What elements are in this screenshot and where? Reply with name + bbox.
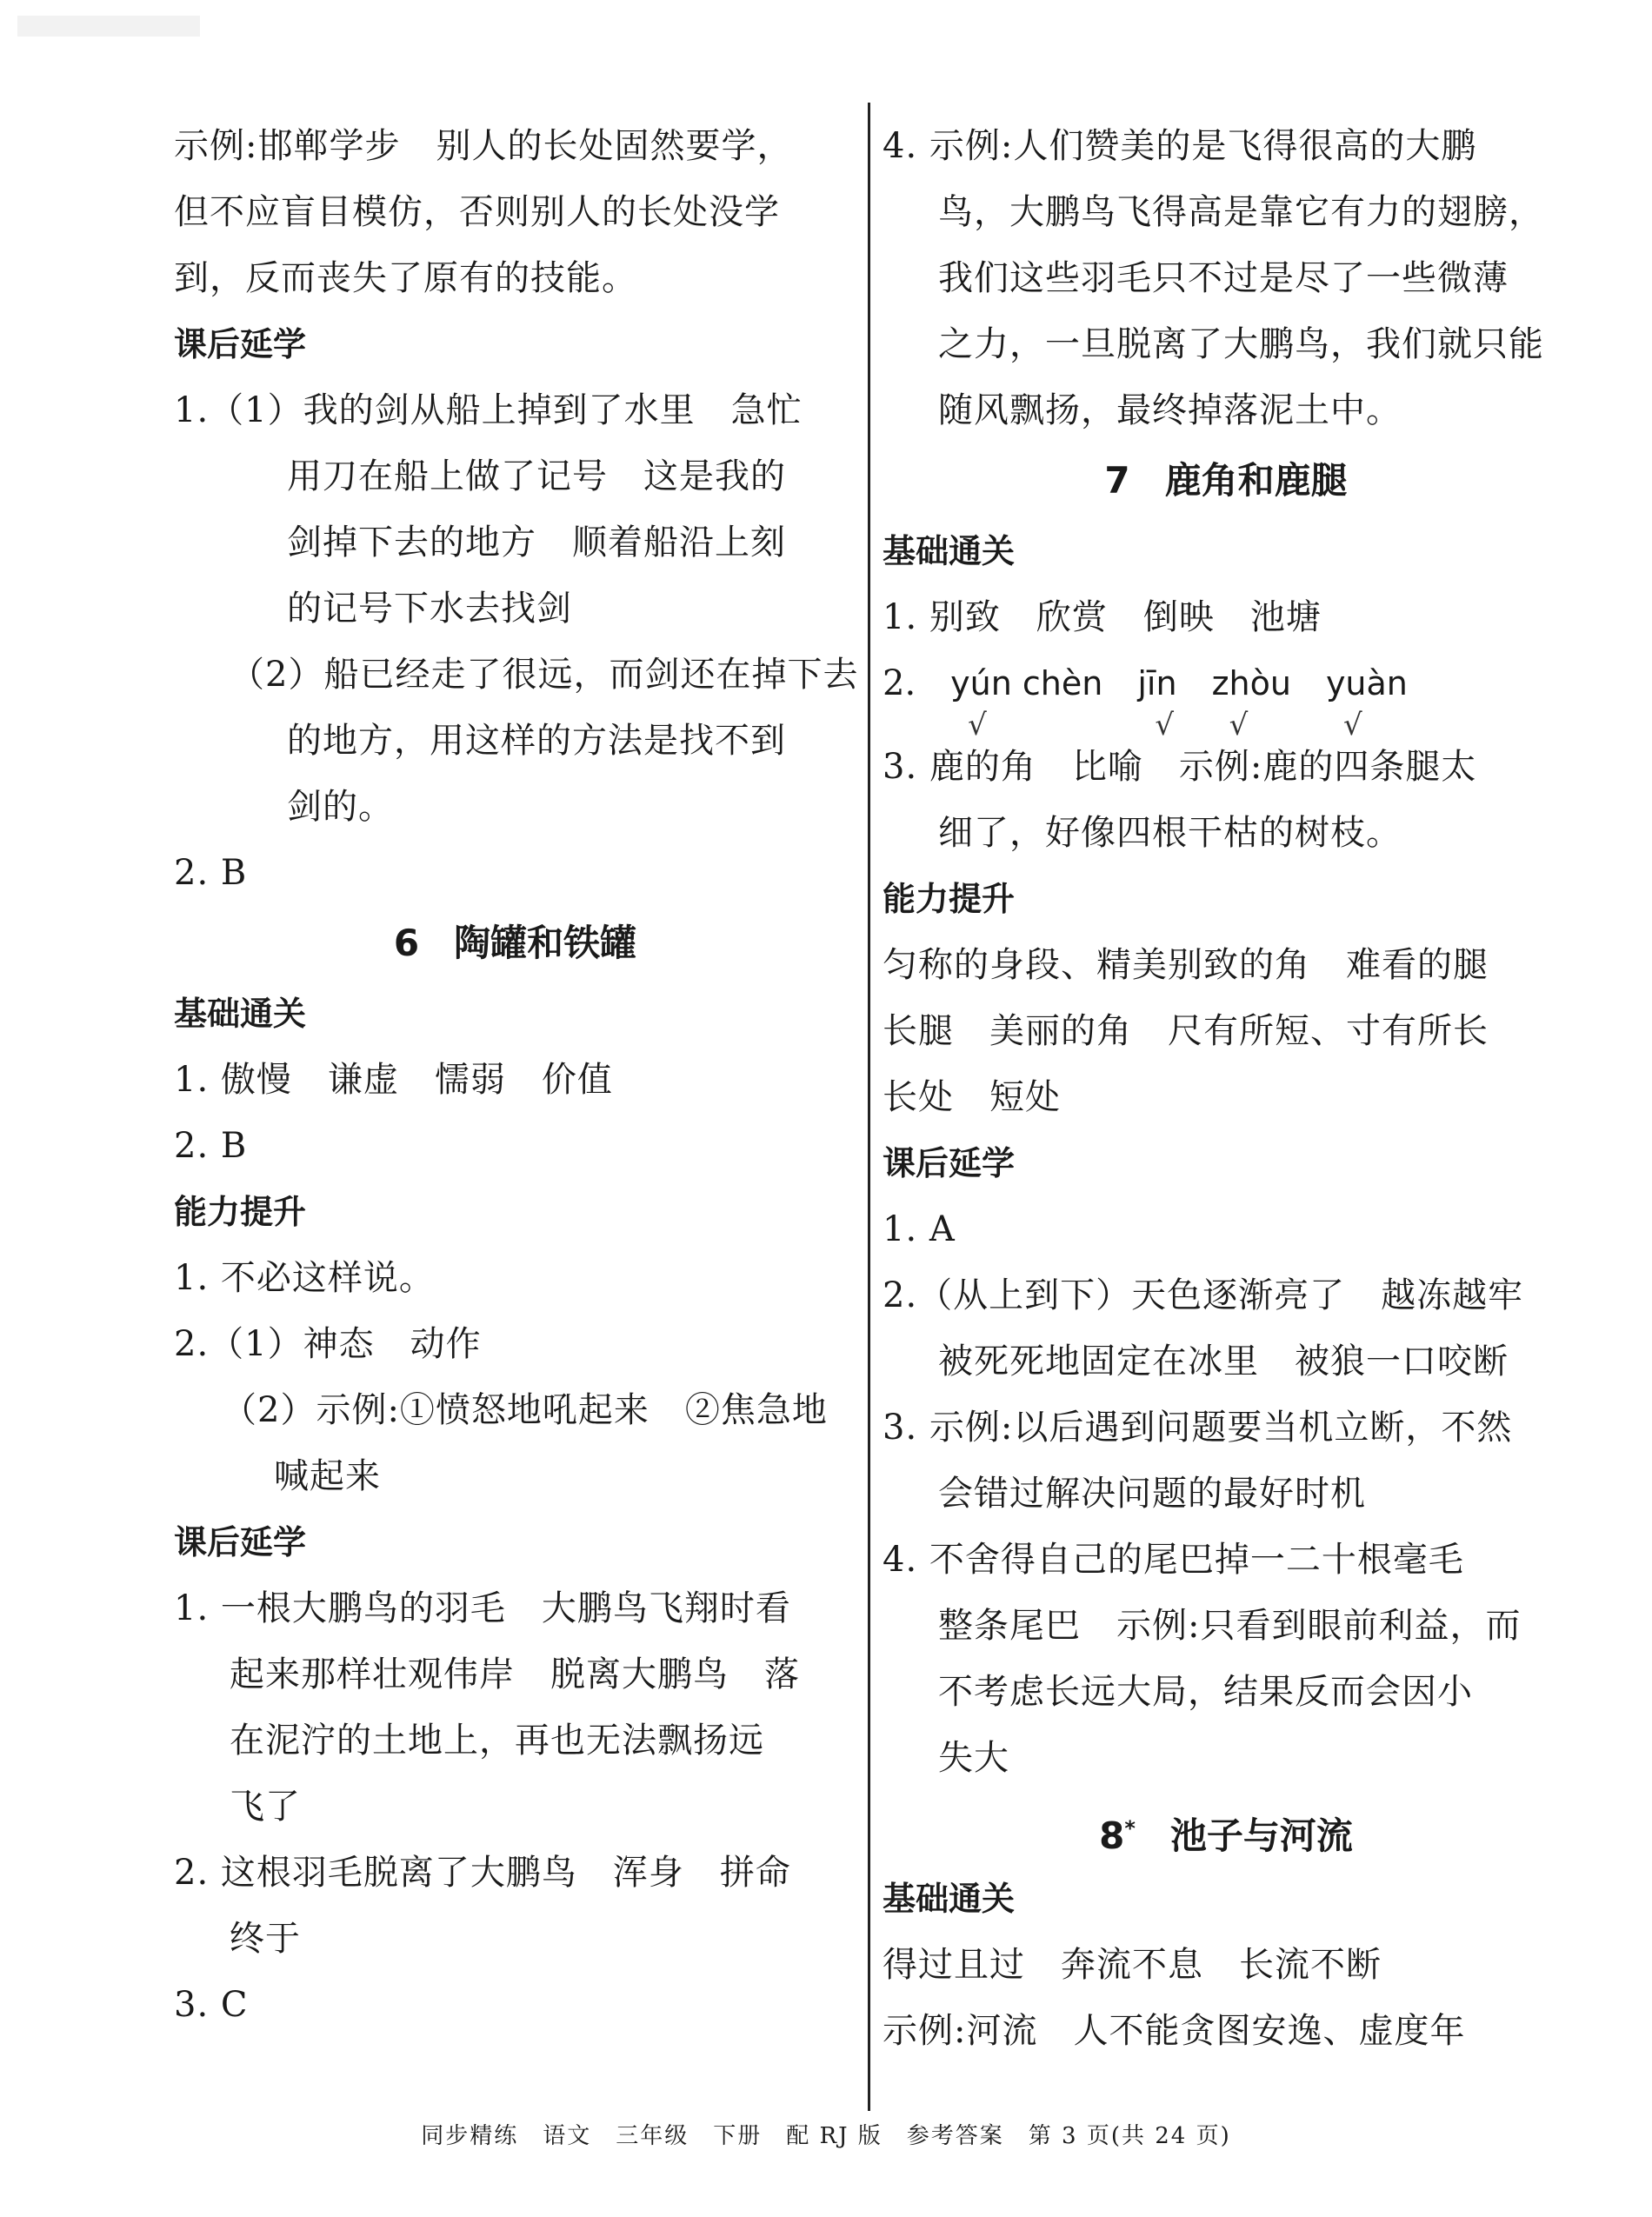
answer-line: 2.（1）神态 动作 bbox=[174, 1324, 482, 1364]
section-heading: 能力提升 bbox=[174, 1193, 307, 1231]
answer-line: 的地方，用这样的方法是找不到 bbox=[287, 721, 786, 761]
column-divider bbox=[868, 103, 870, 2111]
answer-line: 长腿 美丽的角 尺有所短、寸有所长 bbox=[883, 1011, 1489, 1051]
item-number: 2. bbox=[883, 663, 916, 703]
answer-line: 得过且过 奔流不息 长流不断 bbox=[883, 1945, 1382, 1985]
pinyin-answer bbox=[1211, 650, 1291, 742]
check-mark-icon: √ bbox=[968, 708, 987, 742]
section-heading: 基础通关 bbox=[174, 995, 307, 1033]
pinyin-text: yún chèn bbox=[950, 664, 1103, 702]
answer-line: （2）示例:①愤怒地吼起来 ②焦急地 bbox=[222, 1390, 828, 1430]
answer-line: 1. A bbox=[883, 1209, 956, 1249]
pinyin-answer bbox=[950, 650, 1103, 742]
lesson-name: 池子与河流 bbox=[1169, 1814, 1353, 1857]
answer-line: 2. B bbox=[174, 853, 248, 893]
section-heading: 课后延学 bbox=[883, 1144, 1016, 1182]
answer-line: 2. B bbox=[174, 1126, 248, 1166]
answer-line: 喊起来 bbox=[274, 1456, 381, 1496]
page-footer: 同步精练 语文 三年级 下册 配 RJ 版 参考答案 第 3 页(共 24 页) bbox=[421, 2123, 1231, 2149]
corner-mark bbox=[17, 16, 200, 37]
lesson-title bbox=[883, 443, 1569, 518]
answer-line: 用刀在船上做了记号 这是我的 bbox=[287, 456, 786, 496]
check-mark-icon: √ bbox=[1342, 708, 1362, 742]
answer-line: 匀称的身段、精美别致的角 难看的腿 bbox=[883, 945, 1489, 985]
section-heading: 能力提升 bbox=[883, 880, 1016, 918]
answer-line: 1. 别致 欣赏 倒映 池塘 bbox=[883, 597, 1322, 637]
answer-line: 1. 傲慢 谦虚 懦弱 价值 bbox=[174, 1060, 613, 1100]
answer-line: 整条尾巴 示例:只看到眼前利益，而 bbox=[938, 1606, 1522, 1646]
answer-line: 示例:邯郸学步 别人的长处固然要学， bbox=[174, 126, 793, 166]
answer-line: 2. 这根羽毛脱离了大鹏鸟 浑身 拼命 bbox=[174, 1853, 791, 1893]
section-heading: 课后延学 bbox=[174, 1523, 307, 1561]
lesson-number: 7 bbox=[1104, 459, 1130, 502]
answer-line: 4. 示例:人们赞美的是飞得很高的大鹏 bbox=[883, 126, 1477, 166]
pinyin-text: yuàn bbox=[1325, 664, 1408, 702]
answer-line: 3. 示例:以后遇到问题要当机立断，不然 bbox=[883, 1408, 1513, 1448]
answer-line: 2.（从上到下）天色逐渐亮了 越冻越牢 bbox=[883, 1275, 1524, 1315]
answer-line: 随风飘扬，最终掉落泥土中。 bbox=[938, 390, 1402, 430]
answer-line: 到，反而丧失了原有的技能。 bbox=[174, 258, 637, 298]
section-heading: 基础通关 bbox=[883, 1880, 1016, 1918]
answer-line: 长处 短处 bbox=[883, 1077, 1061, 1117]
section-heading: 课后延学 bbox=[174, 325, 307, 363]
answer-line: 鸟，大鹏鸟飞得高是靠它有力的翅膀， bbox=[938, 192, 1544, 232]
answer-line: 的记号下水去找剑 bbox=[287, 589, 572, 629]
answer-line: 飞了 bbox=[230, 1787, 301, 1827]
answer-line: 1. 不必这样说。 bbox=[174, 1258, 435, 1298]
answer-line: 1. 一根大鹏鸟的羽毛 大鹏鸟飞翔时看 bbox=[174, 1588, 791, 1628]
lesson-number: 6 bbox=[393, 922, 420, 964]
answer-line: （2）船已经走了很远，而剑还在掉下去 bbox=[230, 655, 859, 695]
answer-line: 我们这些羽毛只不过是尽了一些微薄 bbox=[938, 258, 1509, 298]
answer-line: 剑的。 bbox=[287, 787, 394, 827]
lesson-number-mark: * bbox=[1124, 1816, 1136, 1841]
answer-line: 3. 鹿的角 比喻 示例:鹿的四条腿太 bbox=[883, 747, 1477, 787]
answer-line: 3. C bbox=[174, 1985, 249, 2025]
answer-line: 会错过解决问题的最好时机 bbox=[938, 1474, 1366, 1514]
pinyin-answer bbox=[1325, 650, 1408, 742]
answer-line: 在泥泞的土地上，再也无法飘扬远 bbox=[230, 1721, 764, 1761]
answer-line: 失大 bbox=[938, 1738, 1009, 1778]
left-column bbox=[174, 113, 859, 2038]
answer-line: 不考虑长远大局，结果反而会因小 bbox=[938, 1672, 1473, 1712]
answer-line: 之力，一旦脱离了大鹏鸟，我们就只能 bbox=[938, 324, 1544, 364]
answer-line: 起来那样壮观伟岸 脱离大鹏鸟 落 bbox=[230, 1654, 800, 1694]
answer-line: 终于 bbox=[230, 1919, 301, 1959]
section-heading: 基础通关 bbox=[883, 532, 1016, 570]
answer-line: 4. 不舍得自己的尾巴掉一二十根毫毛 bbox=[883, 1540, 1464, 1580]
answer-line: 1.（1）我的剑从船上掉到了水里 急忙 bbox=[174, 390, 803, 430]
answer-line: 示例:河流 人不能贪图安逸、虚度年 bbox=[883, 2011, 1466, 2051]
lesson-name: 鹿角和鹿腿 bbox=[1164, 459, 1348, 502]
answer-line: 但不应盲目模仿，否则别人的长处没学 bbox=[174, 192, 780, 232]
check-mark-icon: √ bbox=[1155, 708, 1175, 742]
lesson-number: 8* bbox=[1099, 1814, 1136, 1857]
answer-line: 细了，好像四根干枯的树枝。 bbox=[938, 813, 1402, 853]
answer-line: 剑掉下去的地方 顺着船沿上刻 bbox=[287, 523, 786, 563]
pinyin-text: jīn bbox=[1137, 664, 1177, 702]
right-column bbox=[883, 113, 1569, 2064]
lesson-title bbox=[174, 906, 856, 981]
pinyin-answer-row bbox=[883, 650, 1569, 742]
answer-line: 被死死地固定在冰里 被狼一口咬断 bbox=[938, 1342, 1509, 1381]
lesson-title bbox=[883, 1791, 1569, 1866]
lesson-name: 陶罐和铁罐 bbox=[454, 922, 637, 964]
pinyin-text: zhòu bbox=[1211, 664, 1291, 702]
check-mark-icon: √ bbox=[1229, 708, 1249, 742]
pinyin-answer bbox=[1137, 650, 1177, 742]
